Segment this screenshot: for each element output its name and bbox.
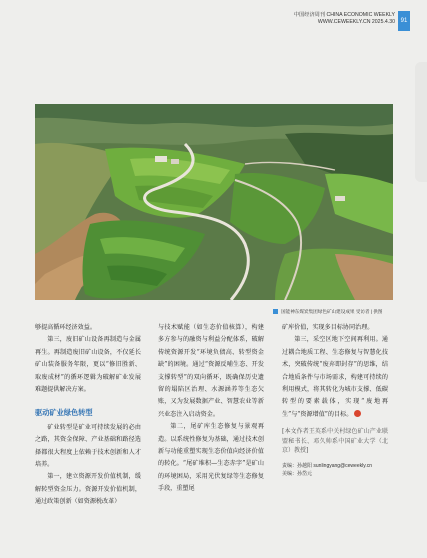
page-edge-tab: [415, 62, 427, 182]
paragraph: 第二，尾矿库生态修复与景观再造。以系统性修复为基础，通过技术创新与功能重塑实现生态价值向经济价值的转化。“尾矿堆积—生态赤字”是矿山的环境困局，采用光伏复绿等生态修复手段，重塑尾: [158, 423, 264, 493]
editor-credit: [282, 462, 388, 478]
section-heading: 驱动矿业绿色转型: [35, 408, 93, 418]
page-number: 91: [398, 11, 410, 31]
editor-line: 责编：孙越阳 sunlingyang@ceweekly.cn: [282, 462, 373, 469]
terraced-fields-illustration: [35, 104, 393, 300]
paragraph: 够提高循环经济效益。: [35, 324, 96, 331]
text-column-3: [282, 322, 388, 478]
end-mark-icon: [354, 410, 361, 417]
caption-marker-icon: [273, 309, 278, 314]
paragraph: 与技术赋能（如生态价值核算），构建多方参与的融资与利益分配体系，破解传统资源开发“环境负债高、转型资金缺”的困境。通过“资源反哺生态、开发支撑转型”的双向循环，既确保历史遗留的塌陷区治理、水源涵养等生态欠账，又为发展数据产业、智慧农业等新兴业态注入启动资金。: [158, 324, 264, 418]
running-header: [294, 12, 395, 26]
paragraph: 第三，废旧矿山设备再制造与金属再生。再制造废旧矿山设备，不仅延长矿山装备服务年限，更以“修旧胜新、取废成材”的循环逻辑为破解矿业发展难题提供解决方案。: [35, 336, 141, 394]
author-note: [本文作者王英系中关村绿色矿山产业联盟秘书长、邓久帅系中国矿业大学（北京）教授]: [282, 428, 388, 455]
paragraph: 矿业转型是矿业可持续发展的必由之路，其资金保障、产业基础和路径选择都很大程度上依赖于技术创新和人才培养。: [35, 423, 141, 469]
aerial-mine-photo: [35, 104, 393, 300]
paragraph: [282, 334, 388, 421]
paragraph: 矿库价值，实现多目标协同治理。: [282, 324, 374, 331]
paragraph: 第一，建立资源开发价值机制，缓解转型资金压力。资源开发价值机制，通过政策创新（如资源税改革）: [35, 473, 141, 506]
text-column-2: [158, 322, 264, 496]
text-column-1: [35, 322, 141, 509]
designer-line: 美编：孙岱元: [282, 470, 313, 477]
photo-caption: [273, 309, 383, 315]
paragraph-text: 第三，采空区地下空间再利用。通过耦合地质工程、生态修复与智慧化技术，突破传统“废弃即封存”的思维，结合地质条件与市场需求，构建可持续的利用模式，将其转化为城市支撑、低碳转型的要素载体，实现“废地再生”与“资源增值”的目标。: [282, 336, 388, 418]
web-date: WWW.CEWEEKLY.CN 2025.4.30: [317, 19, 395, 25]
journal-name: 中国经济周刊 CHINA ECONOMIC WEEKLY: [293, 12, 395, 18]
caption-text: 国能神东煤炭集团绿色矿山建设成果 受访者 | 供图: [281, 309, 383, 314]
